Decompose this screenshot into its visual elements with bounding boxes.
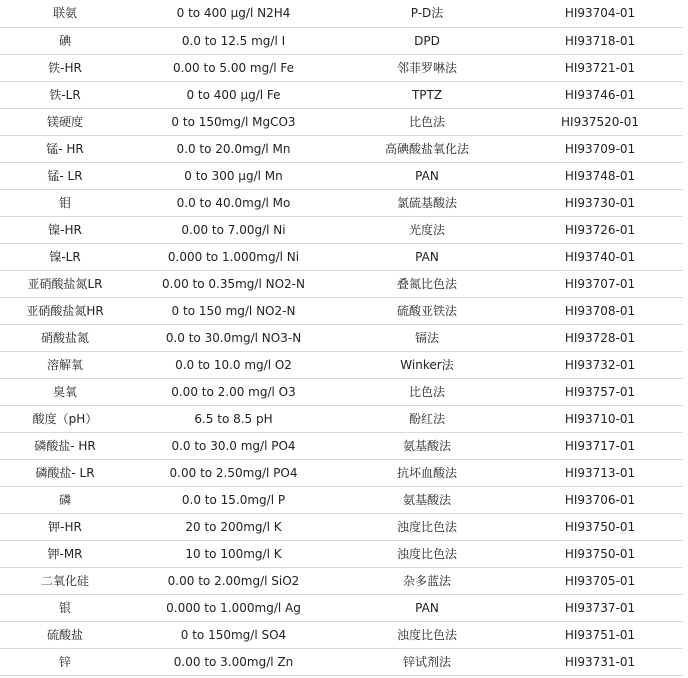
model-cell: HI93710-01 (564, 411, 636, 426)
parameter-cell: 钾-HR (48, 519, 82, 534)
table-row (0, 54, 683, 81)
parameter-cell: 碘 (58, 33, 71, 48)
range-cell: 0.0 to 10.0 mg/l O2 (175, 357, 292, 372)
table-row (0, 270, 683, 297)
model-cell: HI93746-01 (564, 87, 636, 102)
range-cell: 0.0 to 30.0mg/l NO3-N (165, 330, 302, 345)
table-row (0, 216, 683, 243)
method-cell: 比色法 (408, 384, 445, 399)
table-row (0, 621, 683, 648)
method-cell: TPTZ (411, 87, 443, 102)
method-cell: 硫酸亚铁法 (396, 303, 457, 318)
parameter-cell: 臭氧 (52, 384, 77, 399)
parameter-cell: 锌 (58, 654, 71, 669)
range-cell: 0.00 to 3.00mg/l Zn (173, 654, 294, 669)
range-cell: 0.00 to 2.50mg/l PO4 (169, 465, 298, 480)
table-row (0, 513, 683, 540)
model-cell: HI93731-01 (564, 654, 636, 669)
model-cell: HI93730-01 (564, 195, 636, 210)
model-cell: HI93706-01 (564, 492, 636, 507)
range-cell: 0.000 to 1.000mg/l Ni (167, 249, 300, 264)
range-cell: 10 to 100mg/l K (185, 546, 282, 561)
parameter-cell: 钾-MR (47, 546, 83, 561)
parameter-cell: 联氨 (52, 6, 77, 21)
table-row (0, 135, 683, 162)
parameter-cell: 锰- HR (46, 141, 84, 156)
method-cell: 氯硫基酸法 (396, 195, 457, 210)
model-cell: HI93748-01 (564, 168, 636, 183)
method-cell: 抗坏血酸法 (396, 465, 457, 480)
method-cell: PAN (415, 168, 439, 183)
table-row (0, 432, 683, 459)
table-row (0, 540, 683, 567)
parameter-cell: 亚硝酸盐氮LR (27, 276, 103, 291)
model-cell: HI937520-01 (561, 114, 639, 129)
table-row (0, 378, 683, 405)
method-cell: 比色法 (408, 114, 445, 129)
table-row (0, 459, 683, 486)
method-cell: 氨基酸法 (402, 492, 451, 507)
parameter-cell: 硫酸盐 (46, 627, 83, 642)
parameter-cell: 镍-LR (49, 249, 81, 264)
model-cell: HI93708-01 (564, 303, 636, 318)
table-row (0, 594, 683, 621)
model-cell: HI93707-01 (564, 276, 636, 291)
model-cell: HI93718-01 (564, 33, 636, 48)
parameter-cell: 铁-HR (48, 60, 82, 75)
method-cell: 浊度比色法 (396, 546, 457, 561)
method-cell: 叠氮比色法 (396, 276, 457, 291)
parameter-cell: 溶解氧 (46, 357, 83, 372)
parameter-cell: 磷酸盐- LR (35, 465, 95, 480)
model-cell: HI93740-01 (564, 249, 636, 264)
parameter-cell: 硝酸盐氮 (40, 330, 89, 345)
model-cell: HI93704-01 (564, 6, 636, 21)
table-row (0, 243, 683, 270)
table-row (0, 405, 683, 432)
model-cell: HI93726-01 (564, 222, 636, 237)
method-cell: 浊度比色法 (396, 519, 457, 534)
method-cell: PAN (415, 600, 439, 615)
method-cell: Winker法 (400, 357, 454, 372)
range-cell: 0.0 to 12.5 mg/l I (181, 33, 286, 48)
model-cell: HI93750-01 (564, 519, 636, 534)
range-cell: 0.00 to 2.00mg/l SiO2 (167, 573, 300, 588)
model-cell: HI93709-01 (564, 141, 636, 156)
method-cell: 高碘酸盐氧化法 (384, 141, 469, 156)
table-row (0, 486, 683, 513)
parameter-cell: 磷酸盐- HR (34, 438, 96, 453)
model-cell: HI93732-01 (564, 357, 636, 372)
table-row (0, 108, 683, 135)
method-cell: 邻菲罗啉法 (396, 60, 457, 75)
table-row (0, 27, 683, 54)
method-cell: P-D法 (410, 6, 444, 21)
range-cell: 0.000 to 1.000mg/l Ag (166, 600, 301, 615)
table-row (0, 81, 683, 108)
parameter-cell: 二氧化硅 (40, 573, 89, 588)
parameter-cell: 镁硬度 (46, 114, 83, 129)
parameter-cell: 钼 (58, 195, 71, 210)
method-cell: PAN (415, 249, 439, 264)
method-cell: 杂多蓝法 (402, 573, 451, 588)
table-row (0, 648, 683, 675)
table-row (0, 297, 683, 324)
table-row (0, 0, 683, 27)
model-cell: HI93750-01 (564, 546, 636, 561)
model-cell: HI93728-01 (564, 330, 636, 345)
range-cell: 0.00 to 5.00 mg/l Fe (172, 60, 295, 75)
parameter-cell: 铁-LR (49, 87, 81, 102)
parameter-cell: 锰- LR (47, 168, 83, 183)
range-cell: 0.00 to 2.00 mg/l O3 (171, 384, 296, 399)
method-cell: 氨基酸法 (402, 438, 451, 453)
method-cell: 锌试剂法 (402, 654, 451, 669)
model-cell: HI93705-01 (564, 573, 636, 588)
parameter-cell: 银 (58, 600, 71, 615)
parameter-cell: 磷 (58, 492, 71, 507)
model-cell: HI93751-01 (564, 627, 636, 642)
range-cell: 0 to 150mg/l MgCO3 (171, 114, 296, 129)
model-cell: HI93717-01 (564, 438, 636, 453)
table-row (0, 324, 683, 351)
table-row (0, 567, 683, 594)
method-cell: 浊度比色法 (396, 627, 457, 642)
model-cell: HI93757-01 (564, 384, 636, 399)
table-row (0, 162, 683, 189)
range-cell: 0.0 to 40.0mg/l Mo (176, 195, 291, 210)
range-cell: 0.0 to 15.0mg/l P (181, 492, 286, 507)
method-cell: 光度法 (408, 222, 445, 237)
parameter-cell: 亚硝酸盐氮HR (26, 303, 104, 318)
range-cell: 0.00 to 7.00g/l Ni (181, 222, 286, 237)
range-cell: 0 to 400 µg/l Fe (186, 87, 281, 102)
range-cell: 0.0 to 20.0mg/l Mn (176, 141, 291, 156)
range-cell: 0 to 150mg/l SO4 (180, 627, 287, 642)
range-cell: 0.00 to 0.35mg/l NO2-N (162, 276, 305, 291)
range-cell: 0 to 150 mg/l NO2-N (171, 303, 296, 318)
range-cell: 20 to 200mg/l K (185, 519, 282, 534)
range-cell: 0 to 300 µg/l Mn (184, 168, 283, 183)
model-cell: HI93713-01 (564, 465, 636, 480)
model-cell: HI93721-01 (564, 60, 636, 75)
parameter-cell: 酸度（pH） (32, 411, 98, 426)
range-cell: 0 to 400 µg/l N2H4 (176, 6, 291, 21)
model-cell: HI93737-01 (564, 600, 636, 615)
table-row (0, 189, 683, 216)
range-cell: 0.0 to 30.0 mg/l PO4 (171, 438, 296, 453)
table-row (0, 351, 683, 378)
method-cell: 酚红法 (408, 411, 445, 426)
method-cell: 镉法 (414, 330, 439, 345)
parameter-cell: 镍-HR (48, 222, 82, 237)
range-cell: 6.5 to 8.5 pH (194, 411, 273, 426)
method-cell: DPD (414, 33, 440, 48)
